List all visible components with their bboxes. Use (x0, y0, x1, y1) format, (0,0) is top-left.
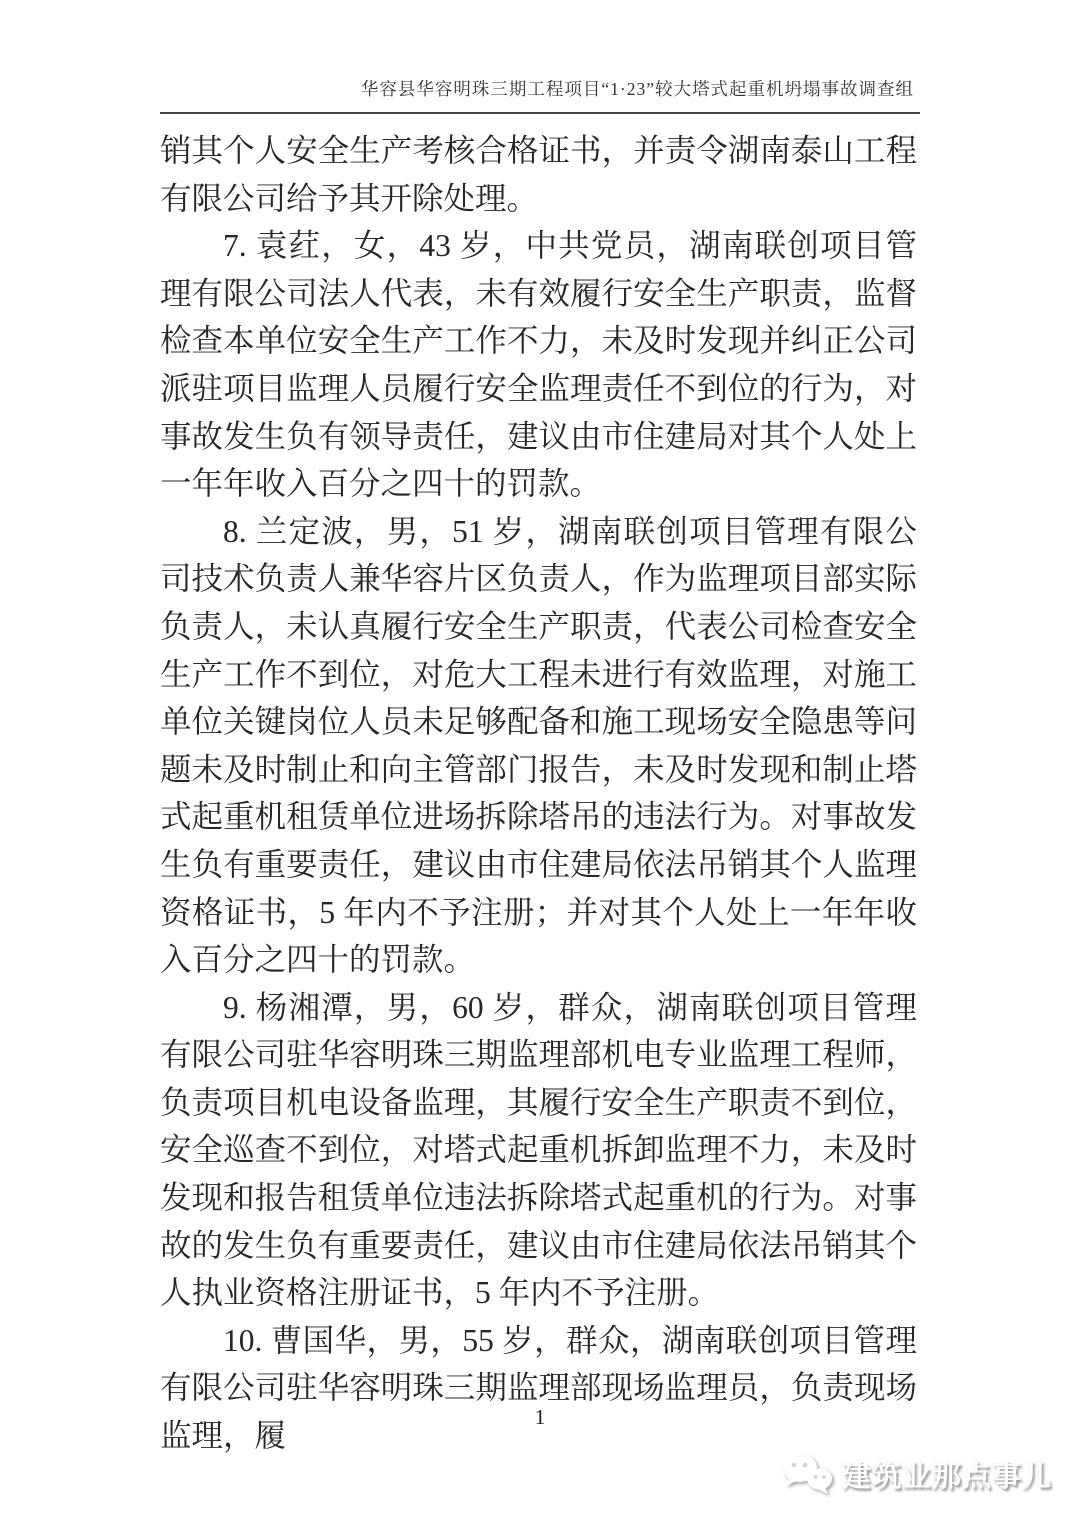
body-paragraph: 销其个人安全生产考核合格证书，并责令湖南泰山工程有限公司给予其开除处理。 (160, 133, 917, 216)
body-paragraph: 9. 杨湘潭，男，60 岁，群众，湖南联创项目管理有限公司驻华容明珠三期监理部机电专业监理工程师，负责项目机电设备监理，其履行安全生产职责不到位，安全巡查不到位，对塔式起重机拆卸监理不力，未及时发现和报告租赁单位违法拆除塔式起重机的行为。对事故的发生负有重要责任，建议由市住建局依法吊销其个人执业资格注册证书，5 年内不予注册。 (160, 989, 917, 1311)
page-footer (0, 1405, 1080, 1430)
body-paragraph: 7. 袁荭，女，43 岁，中共党员，湖南联创项目管理有限公司法人代表，未有效履行安全生产职责，监督检查本单位安全生产工作不力，未及时发现并纠正公司派驻项目监理人员履行安全监理责任不到位的行为，对事故发生负有领导责任，建议由市住建局对其个人处上一年年收入百分之四十的罚款。 (160, 228, 917, 502)
page-number: 1 (534, 1405, 546, 1429)
body-paragraph: 10. 曹国华，男，55 岁，群众，湖南联创项目管理有限公司驻华容明珠三期监理部现场监理员，负责现场监理，履 (160, 1322, 917, 1454)
header-title: 华容县华容明珠三期工程项目“1·23”较大塔式起重机坍塌事故调查组 (360, 79, 914, 99)
body-paragraph: 8. 兰定波，男，51 岁，湖南联创项目管理有限公司技术负责人兼华容片区负责人，作为监理项目部实际负责人，未认真履行安全生产职责，代表公司检查安全生产工作不到位，对危大工程未进行有效监理，对施工单位关键岗位人员未足够配备和施工现场安全隐患等问题未及时制止和向主管部门报告，未及时发现和制止塔式起重机租赁单位进场拆除塔吊的违法行为。对事故发生负有重要责任，建议由市住建局依法吊销其个人监理资格证书，5 年内不予注册；并对其个人处上一年年收入百分之四十的罚款。 (160, 513, 917, 978)
wechat-icon (781, 1452, 833, 1496)
document-body (160, 127, 917, 1460)
watermark-label: 建筑业那点事儿 (841, 1460, 1052, 1493)
watermark-logo (781, 1452, 1052, 1496)
header-rule (160, 112, 920, 114)
